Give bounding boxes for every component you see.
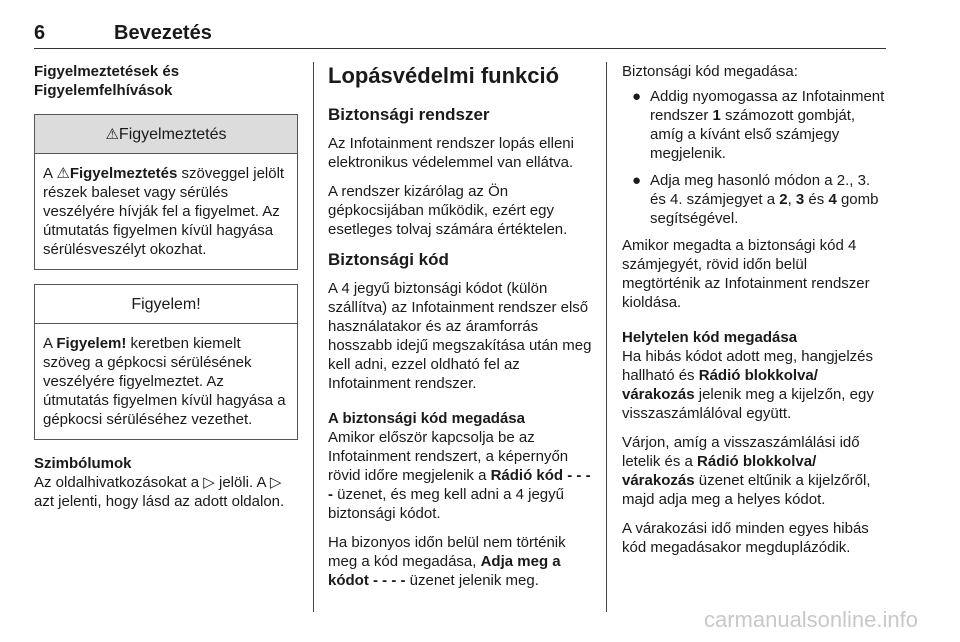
- caution-box-title: Figyelem!: [35, 285, 297, 324]
- heading-security-code: Biztonsági kód: [328, 250, 449, 269]
- arrow-right-icon: ▷: [269, 474, 282, 491]
- warning-triangle-icon: ⚠: [105, 125, 119, 143]
- warning-box-text: A ⚠Figyelmeztetés szöveggel jelölt részek baleset vagy sérülés veszélyére hívják fel a figyelmet. Az útmutatás figyelmen kívül hagyása sérülésveszélyt okozhat.: [43, 165, 285, 258]
- steps-list: [622, 87, 888, 228]
- watermark: carmanualsonline.info: [703, 607, 918, 632]
- heading-wrong-code: Helytelen kód megadása: [622, 329, 798, 346]
- warning-box: [34, 114, 298, 270]
- paragraph: A 4 jegyű biztonsági kódot (külön szállítva) az Infotainment rendszer első használatakor és az áramforrás hosszabb idejű megszakítása után meg kell adni, ezzel oldható fel az Infotainment rendszer.: [328, 280, 592, 392]
- heading-entering-code: A biztonsági kód megadása: [328, 410, 525, 427]
- warning-box-title: ⚠ Figyelmeztetés: [35, 115, 297, 154]
- bullet-icon: ●: [632, 88, 642, 105]
- column-middle: [328, 62, 594, 600]
- paragraph: Várjon, amíg a visszaszámlálási idő letelik és a Rádió blokkolva/ várakozás üzenet eltűnik a kijelzőről, majd adja meg a helyes kódot.: [622, 434, 871, 508]
- paragraph: Az Infotainment rendszer lopás elleni elektronikus védelemmel van ellátva.: [328, 135, 574, 171]
- section-heading-warnings: Figyelmeztetések és Figyelemfelhívások: [34, 63, 180, 99]
- paragraph: Biztonsági kód megadása:: [622, 63, 798, 80]
- list-item: ● Adja meg hasonló módon a 2., 3. és 4. számjegyet a 2, 3 és 4 gomb segítségével.: [632, 172, 879, 227]
- column-right: [622, 62, 888, 567]
- section-title: Lopásvédelmi funkció: [328, 63, 560, 88]
- column-left: [34, 62, 298, 521]
- arrow-right-icon: ▷: [203, 474, 215, 491]
- paragraph: Ha hibás kódot adott meg, hangjelzés hallható és Rádió blokkolva/ várakozás jelenik meg a kijelzőn, egy visszaszámlálóval együtt.: [622, 348, 874, 422]
- column-divider: [606, 62, 607, 612]
- page-header: [34, 22, 886, 50]
- paragraph: Amikor először kapcsolja be az Infotainment rendszert, a képernyőn rövid időre megjelenik a Rádió kód - - - - üzenet, és meg kell adni a 4 jegyű biztonsági kódot.: [328, 429, 591, 522]
- symbols-heading: Szimbólumok: [34, 455, 132, 472]
- caution-box-text: A Figyelem! keretben kiemelt szöveg a gépkocsi sérülésének veszélyére figyelmeztet. Az útmutatás figyelmen kívül hagyása a gépkocsi sérüléséhez vezethet.: [43, 335, 286, 428]
- page-title: Bevezetés: [114, 22, 212, 44]
- paragraph: A várakozási idő minden egyes hibás kód megadásakor megduplázódik.: [622, 520, 869, 556]
- paragraph: Ha bizonyos időn belül nem történik meg a kód megadása, Adja meg a kódot - - - - üzenet jelenik meg.: [328, 534, 566, 589]
- list-item: ● Addig nyomogassa az Infotainment rendszer 1 számozott gombját, amíg a kívánt első számjegy megjelenik.: [632, 88, 885, 162]
- warning-triangle-icon: ⚠: [56, 165, 70, 182]
- bullet-icon: ●: [632, 172, 642, 189]
- caution-box: [34, 284, 298, 440]
- paragraph: Amikor megadta a biztonsági kód 4 számjegyét, rövid időn belül megtörténik az Infotainment rendszer kioldása.: [622, 237, 870, 311]
- page-number: 6: [34, 22, 46, 44]
- header-divider: [34, 48, 886, 49]
- paragraph: A rendszer kizárólag az Ön gépkocsijában működik, ezért egy esetleges tolvaj számára értéktelen.: [328, 183, 568, 238]
- symbols-text: Az oldalhivatkozásokat a ▷ jelöli. A ▷ azt jelenti, hogy lásd az adott oldalon.: [34, 474, 285, 510]
- heading-security-system: Biztonsági rendszer: [328, 105, 490, 124]
- column-divider: [313, 62, 314, 612]
